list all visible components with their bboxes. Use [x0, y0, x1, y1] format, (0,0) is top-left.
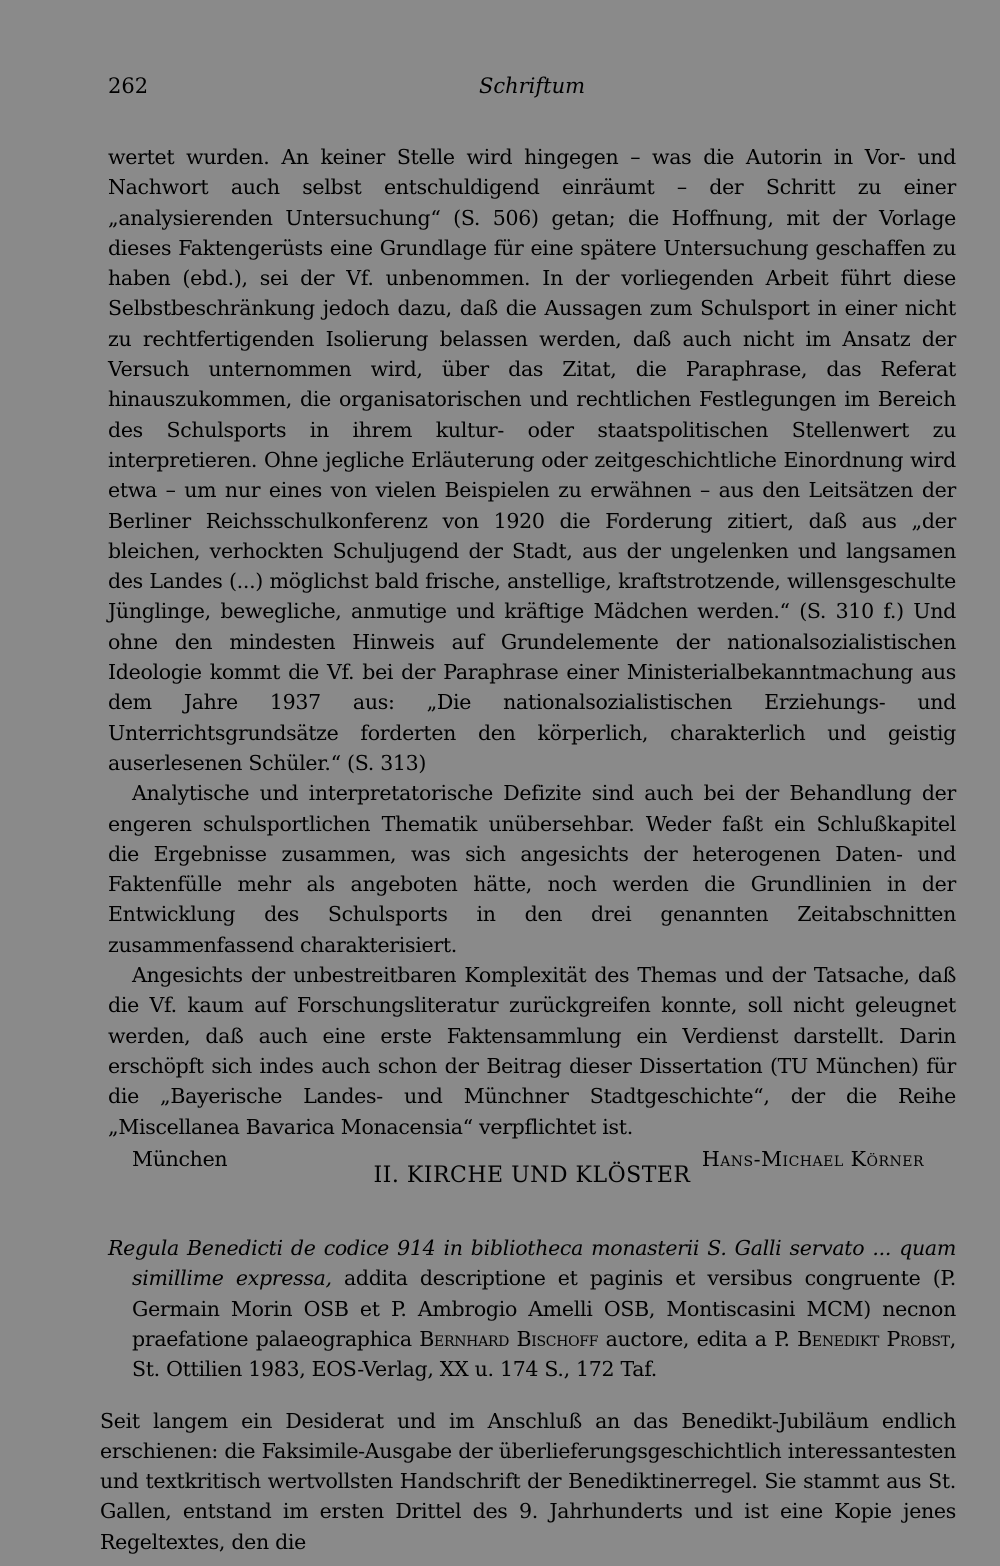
- section-title: II. KIRCHE UND KLÖSTER: [373, 1163, 691, 1188]
- entry-title: Regula Benedicti de codice 914 in bibliotheca monasterii S. Galli servato ... quam simillime expressa,: [108, 1236, 956, 1291]
- paragraph-1: wertet wurden. An keiner Stelle wird hingegen – was die Autorin in Vor- und Nachwort auch selbst entschuldigend einräumt – der Schritt zu einer „analysierenden Untersuchung“ (S. 506) getan; die Hoffnung, mit der Vorlage dieses Faktengerüsts eine Grundlage für eine spätere Untersuchung geschaffen zu haben (ebd.), sei der Vf. unbenommen. In der vorliegenden Arbeit führt diese Selbstbeschränkung jedoch dazu, daß die Aussagen zum Schulsport in einer nicht zu rechtfertigenden Isolierung belassen werden, daß auch nicht im Ansatz der Versuch unternommen wird, über das Zitat, die Paraphrase, das Referat hinauszukommen, die organisatorischen und rechtlichen Festlegungen im Bereich des Schulsports in ihrem kultur- oder staatspolitischen Stellenwert zu interpretieren. Ohne jegliche Erläuterung oder zeitgeschichtliche Einordnung wird etwa – um nur eines von vielen Beispielen zu erwähnen – aus den Leitsätzen der Berliner Reichsschulkonferenz von 1920 die Forderung zitiert, daß aus „der bleichen, verhockten Schuljugend der Stadt, aus der ungelenken und langsamen des Landes (...) möglichst bald frische, anstellige, kraftstrotzende, willensgeschulte Jünglinge, bewegliche, anmutige und kräftige Mädchen werden.“ (S. 310 f.) Und ohne den mindesten Hinweis auf Grundelemente der nationalsozialistischen Ideologie kommt die Vf. bei der Paraphrase einer Ministerialbekanntmachung aus dem Jahre 1937 aus: „Die nationalsozialistischen Erziehungs- und Unterrichtsgrundsätze forderten den körperlich, charakterlich und geistig auserlesenen Schüler.“ (S. 313): [108, 145, 956, 775]
- paragraph-3: Angesichts der unbestreitbaren Komplexität des Themas und der Tatsache, daß die Vf. kaum auf Forschungsliteratur zurückgreifen konnte, soll nicht geleugnet werden, daß auch eine erste Faktensammlung ein Verdienst darstellt. Darin erschöpft sich indes auch schon der Beitrag dieser Dissertation (TU München) für die „Bayerische Landes- und Münchner Stadtgeschichte“, der die Reihe „Miscellanea Bavarica Monacensia“ verpflichtet ist.: [108, 963, 956, 1139]
- paragraph-2: Analytische und interpretatorische Defizite sind auch bei der Behandlung der engeren schulsportlichen Thematik unübersehbar. Weder faßt ein Schlußkapitel die Ergebnisse zusammen, was sich angesichts der heterogenen Daten- und Faktenfülle mehr als angeboten hätte, noch werden die Grundlinien in der Entwicklung des Schulsports in den drei genannten Zeitabschnitten zusammenfassend charakterisiert.: [108, 781, 956, 957]
- signature-city: München: [132, 1146, 228, 1171]
- entry-text-2: auctore, edita a P.: [598, 1326, 798, 1351]
- bibliographic-entry: [108, 1233, 956, 1384]
- entry-author-1: Bernhard Bischoff: [419, 1326, 599, 1351]
- entry-text-1: addita descriptione et paginis et versibus congruente (P. Germain Morin OSB et P. Ambrogio Amelli OSB, Montiscasini MCM) necnon praefatione palaeographica: [132, 1266, 956, 1351]
- review-text: Seit langem ein Desiderat und im Anschluß an das Benedikt-Jubiläum endlich erschienen: die Faksimile-Ausgabe der überlieferungsgeschichtlich interessantesten und textkritisch wertvollsten Handschrift der Benediktinerregel. Sie stammt aus St. Gallen, entstand im ersten Drittel des 9. Jahrhunderts und ist eine Kopie jenes Regeltextes, den die: [100, 1408, 956, 1554]
- entry-text-3: , St. Ottilien 1983, EOS-Verlag, XX u. 174 S., 172 Taf.: [132, 1326, 956, 1382]
- running-title: Schriftum: [478, 74, 586, 98]
- page-number: 262: [108, 74, 149, 98]
- page-header: [108, 74, 956, 104]
- entry-author-2: Benedikt Probst: [797, 1326, 950, 1351]
- signature-author: Hans-Michael Körner: [701, 1146, 924, 1171]
- review-body: [108, 142, 956, 1174]
